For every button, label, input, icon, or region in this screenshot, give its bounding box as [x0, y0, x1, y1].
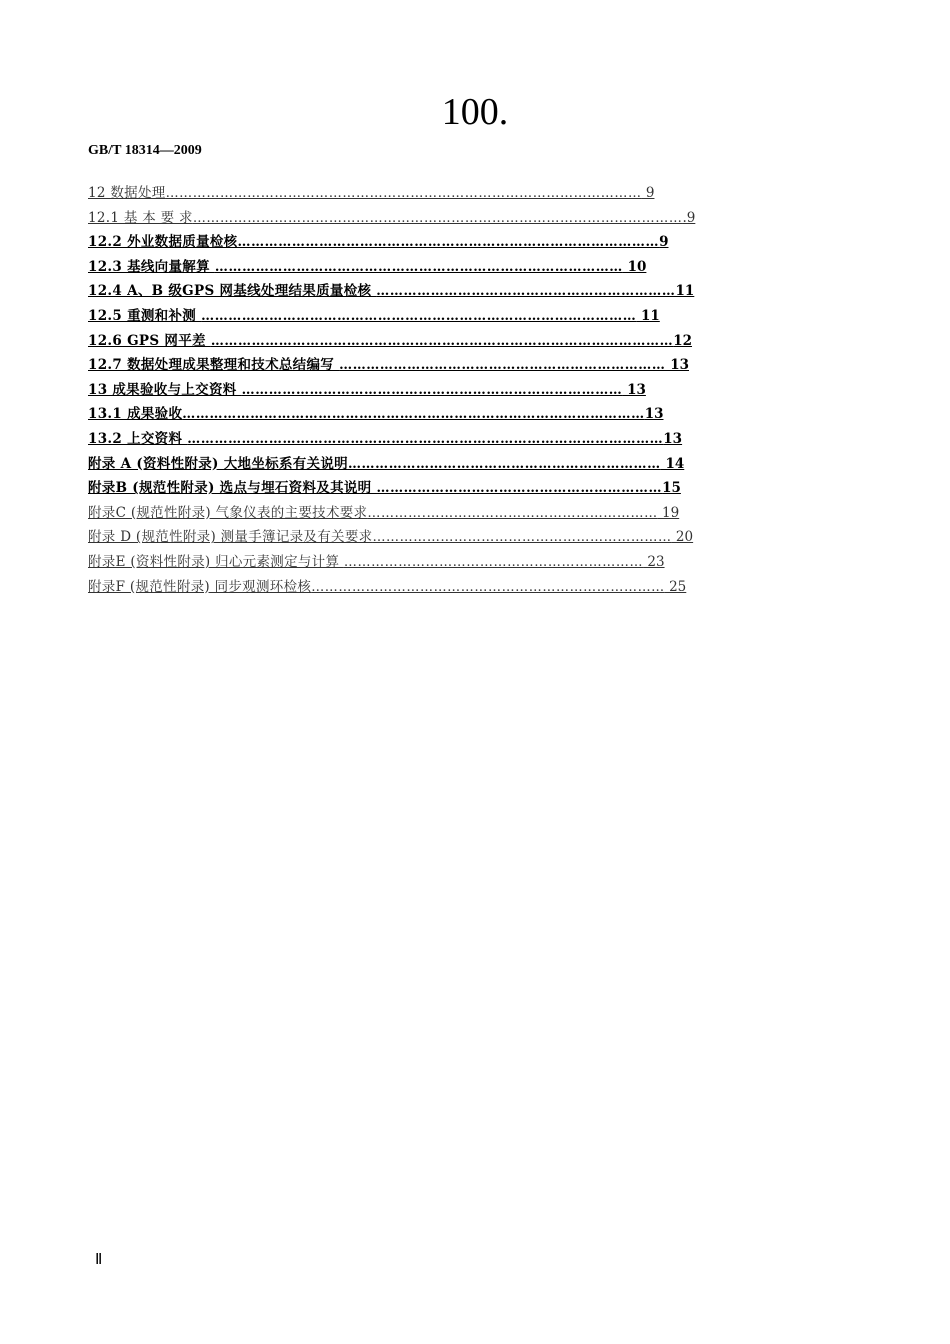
toc-entry-title: 附录F (规范性附录) 同步观测环检核 [88, 578, 312, 595]
toc-entry-title: 附录 A (资料性附录) 大地坐标系有关说明 [88, 455, 348, 472]
toc-leader-dots: …………………………………………………………………………………………… [187, 431, 664, 447]
toc-entry-title: 13 成果验收与上交资料 [88, 381, 242, 398]
toc-entry-page: 10 [622, 258, 647, 275]
toc-entry-page: 9 [659, 234, 669, 251]
toc-entry[interactable] [88, 305, 818, 330]
table-of-contents [88, 182, 818, 600]
toc-entry[interactable] [88, 551, 818, 576]
toc-entry-page: 12 [673, 332, 693, 349]
toc-entry-title: 附录B (规范性附录) 选点与埋石资料及其说明 [88, 480, 377, 497]
toc-entry-page: 14 [660, 455, 685, 472]
toc-entry-page: .9 [682, 209, 696, 226]
toc-entry-title: 13.2 上交资料 [88, 430, 188, 447]
toc-entry-page: 13 [622, 381, 646, 398]
toc-entry[interactable] [88, 526, 818, 551]
toc-entry[interactable] [88, 280, 818, 305]
toc-entry-page: 23 [643, 553, 665, 570]
toc-entry[interactable] [88, 354, 818, 379]
toc-entry-page: 19 [657, 504, 680, 521]
toc-entry-page: 20 [671, 529, 694, 546]
toc-entry[interactable] [88, 207, 818, 232]
toc-entry[interactable] [88, 379, 818, 404]
toc-entry-page: 9 [641, 185, 655, 201]
toc-leader-dots: ………….…………………………………………… [367, 505, 658, 521]
toc-entry[interactable] [88, 428, 818, 453]
toc-entry-page: 13 [644, 406, 664, 423]
toc-leader-dots: ……………………………………………………………………………………………… [192, 210, 683, 226]
toc-entry-title: 附录C (规范性附录) 气象仪表的主要技术要求 [88, 504, 368, 521]
page-marker: 100. [441, 91, 509, 133]
toc-entry-page: 13 [665, 357, 689, 374]
toc-leader-dots: ……………………………………………………………… [339, 358, 666, 374]
toc-entry-page: 25 [664, 578, 687, 595]
toc-entry[interactable] [88, 403, 818, 428]
toc-entry-title: 12.3 基线向量解算 [88, 258, 215, 275]
toc-entry-title: 附录 D (规范性附录) 测量手簿记录及有关要求 [88, 529, 373, 546]
toc-entry-title: 12 数据处理 [88, 185, 166, 201]
toc-leader-dots: ………………………………………………………… [376, 284, 676, 300]
toc-entry-page: 11 [675, 283, 695, 300]
toc-entry[interactable] [88, 330, 818, 355]
toc-leader-dots: ……………………………………………………………………………… [214, 259, 623, 275]
toc-leader-dots: ………………………………………………………………………………………… [210, 333, 674, 349]
toc-entry[interactable] [88, 576, 818, 601]
toc-entry-page: 15 [662, 480, 681, 497]
toc-leader-dots: ……………………………………………………… [376, 481, 663, 497]
toc-entry[interactable] [88, 231, 818, 256]
standard-code: GB/T 18314—2009 [88, 143, 202, 158]
toc-leader-dots: …………………………………………………………………………………………… [165, 186, 642, 201]
toc-leader-dots: ………………………………………………………………………… [241, 382, 623, 398]
toc-entry[interactable] [88, 256, 818, 281]
toc-entry-title: 12.1 基 本 要 求 [88, 209, 193, 226]
toc-leader-dots: …………………………………………………………………………………… [201, 308, 637, 324]
toc-entry-title: 13.1 成果验收 [88, 406, 183, 423]
toc-leader-dots: …………………………………………………………………… [311, 579, 665, 595]
toc-leader-dots: ………………………………………………………………………………………… [182, 407, 645, 423]
toc-entry-title: 12.7 数据处理成果整理和技术总结编写 [88, 357, 340, 374]
toc-leader-dots: ………………………………………………………………………………… [237, 235, 660, 251]
toc-leader-dots: ………………………………………………………… [343, 554, 644, 570]
toc-entry-page: 11 [636, 307, 660, 324]
toc-entry[interactable] [88, 477, 818, 502]
toc-entry-title: 附录E (资料性附录) 归心元素测定与计算 [88, 553, 344, 570]
toc-leader-dots: ………………………………………………………… [372, 530, 672, 546]
toc-entry-title: 12.4 A、B 级GPS 网基线处理结果质量检核 [88, 283, 377, 300]
toc-entry[interactable] [88, 502, 818, 527]
toc-leader-dots: …………………………………………………………… [347, 456, 661, 472]
toc-entry-page: 13 [663, 430, 683, 447]
toc-entry[interactable] [88, 182, 818, 207]
toc-entry-title: 12.2 外业数据质量检核 [88, 234, 238, 251]
toc-entry-title: 12.5 重测和补测 [88, 307, 202, 324]
footer-page-number: Ⅱ [95, 1252, 103, 1268]
toc-entry[interactable] [88, 453, 818, 478]
toc-entry-title: 12.6 GPS 网平差 [88, 332, 211, 349]
